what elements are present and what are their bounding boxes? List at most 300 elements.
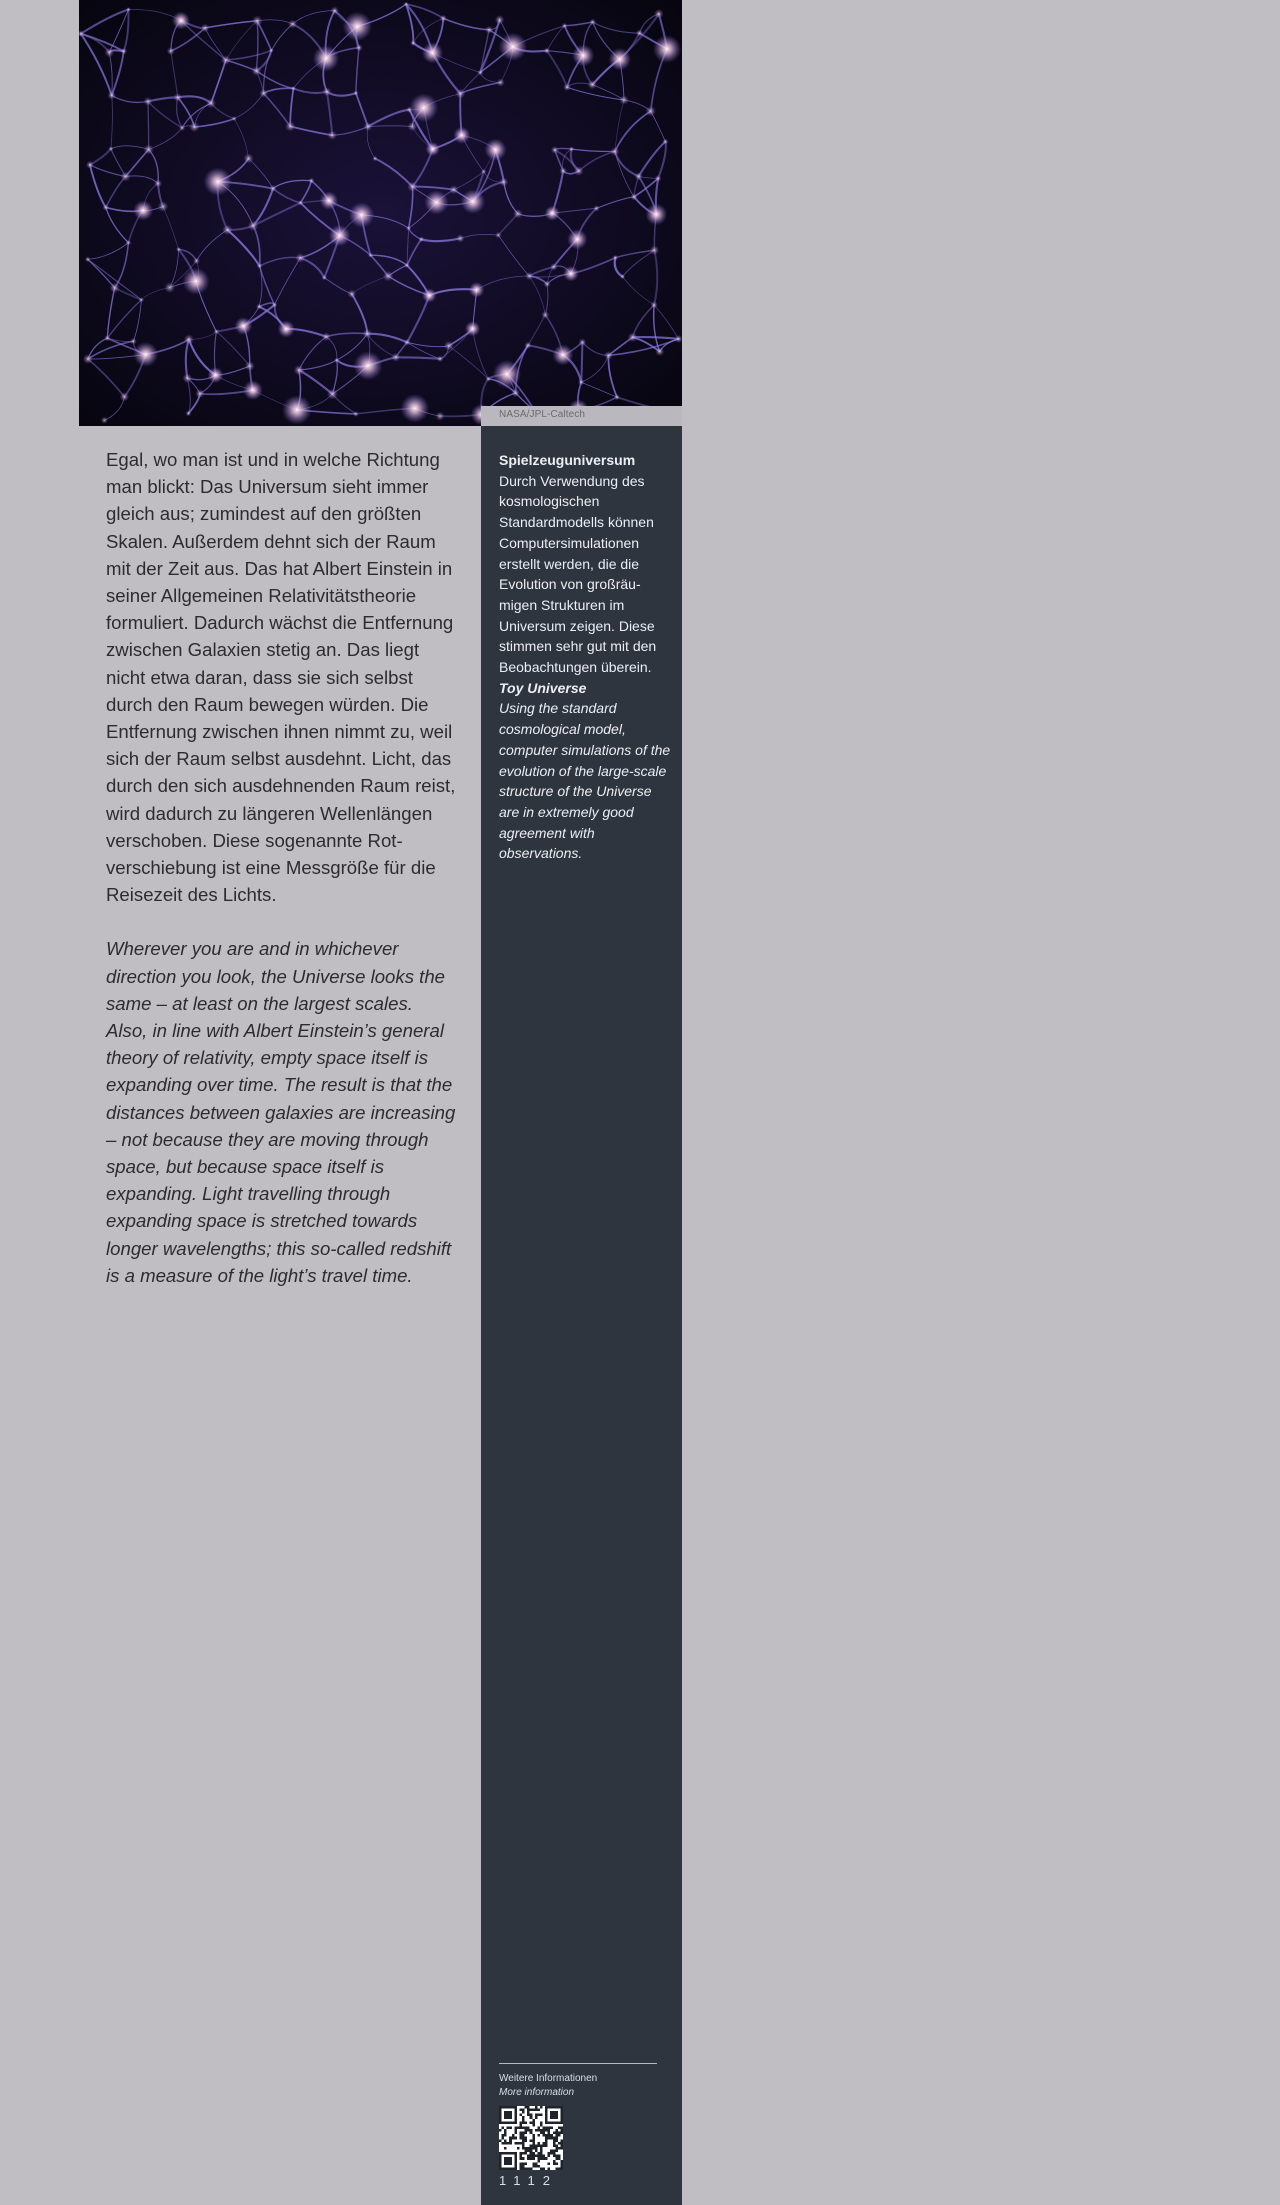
qr-module <box>545 2116 548 2119</box>
qr-module <box>525 2139 528 2142</box>
qr-module <box>522 2147 525 2150</box>
galaxy-cluster <box>572 44 594 66</box>
divider <box>499 2063 657 2064</box>
qr-module <box>504 2129 507 2132</box>
galaxy-cluster <box>655 347 664 356</box>
qr-code-icon[interactable] <box>499 2106 563 2170</box>
galaxy-cluster <box>563 84 571 92</box>
qr-module <box>545 2134 548 2137</box>
galaxy-cluster <box>406 226 411 231</box>
galaxy-cluster <box>109 283 119 293</box>
galaxy-cluster <box>513 209 523 219</box>
qr-module <box>537 2165 540 2168</box>
galaxy-cluster <box>589 19 596 26</box>
galaxy-cluster <box>167 47 175 55</box>
qr-module <box>553 2150 556 2153</box>
galaxy-cluster <box>453 127 470 144</box>
galaxy-cluster <box>550 263 558 271</box>
galaxy-cluster <box>195 389 204 398</box>
galaxy-cluster <box>604 351 613 360</box>
qr-module <box>560 2121 563 2124</box>
qr-module <box>545 2139 548 2142</box>
galaxy-cluster <box>294 365 305 376</box>
qr-module <box>537 2134 540 2137</box>
qr-module <box>499 2111 502 2114</box>
galaxy-cluster <box>328 131 337 140</box>
qr-module <box>514 2157 517 2160</box>
galaxy-cluster <box>272 302 278 308</box>
qr-module <box>558 2157 561 2160</box>
qr-module <box>550 2114 553 2117</box>
qr-module <box>532 2121 535 2124</box>
more-info-label-german: Weitere Informationen <box>499 2073 598 2084</box>
qr-module <box>514 2152 517 2155</box>
qr-module <box>512 2137 515 2140</box>
qr-module <box>527 2150 530 2153</box>
galaxy-cluster <box>108 146 113 151</box>
qr-module <box>535 2106 538 2109</box>
qr-module <box>522 2119 525 2122</box>
qr-module <box>522 2165 525 2168</box>
qr-module <box>545 2114 548 2117</box>
qr-module <box>504 2114 507 2117</box>
galaxy-cluster <box>144 97 153 106</box>
qr-module <box>540 2167 543 2170</box>
galaxy-cluster <box>214 329 220 335</box>
qr-module <box>553 2152 556 2155</box>
qr-module <box>555 2129 558 2132</box>
galaxy-cluster <box>206 98 216 108</box>
qr-module <box>560 2142 563 2145</box>
qr-module <box>545 2144 548 2147</box>
galaxy-cluster <box>193 258 200 265</box>
qr-module <box>550 2116 553 2119</box>
qr-module <box>558 2121 561 2124</box>
galaxy-cluster <box>252 66 262 76</box>
qr-module <box>502 2142 505 2145</box>
qr-module <box>560 2126 563 2129</box>
galaxy-cluster <box>569 146 575 152</box>
galaxy-cluster <box>329 225 351 247</box>
sidebar-text-german: Durch Verwendung des kosmologischen Standardmodells können Computersimulationen erstellt werden, die die Evolution von großräumigen Strukturen im Universum zeigen. Diese stimmen sehr gut mit den Beobachtungen überein. <box>499 472 657 676</box>
qr-module <box>519 2162 522 2165</box>
qr-module <box>499 2157 502 2160</box>
galaxy-cluster <box>354 351 383 380</box>
qr-module <box>545 2111 548 2114</box>
qr-module <box>535 2129 538 2132</box>
qr-module <box>548 2106 551 2109</box>
galaxy-cluster <box>612 255 618 261</box>
qr-module <box>537 2155 540 2158</box>
qr-module <box>507 2142 510 2145</box>
qr-module <box>550 2134 553 2137</box>
qr-module <box>514 2160 517 2163</box>
galaxy-cluster <box>172 12 190 30</box>
qr-module <box>509 2162 512 2165</box>
qr-module <box>545 2157 548 2160</box>
qr-module <box>504 2106 507 2109</box>
galaxy-cluster <box>139 297 144 302</box>
qr-module <box>532 2155 535 2158</box>
qr-module <box>558 2147 561 2150</box>
qr-module <box>530 2121 533 2124</box>
qr-module <box>555 2167 558 2170</box>
galaxy-cluster <box>477 69 483 75</box>
qr-module <box>532 2109 535 2112</box>
qr-module <box>535 2155 538 2158</box>
more-info-label-english: More information <box>499 2087 575 2098</box>
qr-module <box>502 2106 505 2109</box>
qr-module <box>560 2139 563 2142</box>
galaxy-cluster <box>578 379 585 386</box>
qr-module <box>530 2132 533 2135</box>
qr-module <box>504 2157 507 2160</box>
galaxy-cluster <box>662 139 668 145</box>
galaxy-cluster <box>327 389 338 400</box>
galaxy-cluster <box>133 342 158 367</box>
qr-module <box>514 2165 517 2168</box>
galaxy-cluster <box>400 394 429 423</box>
galaxy-cluster <box>650 245 660 255</box>
qr-module <box>537 2144 540 2147</box>
qr-module <box>507 2111 510 2114</box>
qr-module <box>514 2132 517 2135</box>
qr-module <box>499 2152 502 2155</box>
qr-module <box>509 2139 512 2142</box>
galaxy-cluster <box>104 48 114 58</box>
galaxy-cluster <box>331 6 339 14</box>
qr-module <box>504 2139 507 2142</box>
qr-module <box>553 2137 556 2140</box>
qr-module <box>519 2126 522 2129</box>
main-text-block <box>106 446 458 1289</box>
qr-module <box>519 2124 522 2127</box>
qr-module <box>525 2132 528 2135</box>
qr-module <box>560 2116 563 2119</box>
galaxy-cluster <box>179 125 185 131</box>
galaxy-cluster <box>158 201 169 212</box>
galaxy-cluster <box>257 263 263 269</box>
qr-module <box>504 2160 507 2163</box>
qr-module <box>540 2132 543 2135</box>
qr-module <box>502 2134 505 2137</box>
galaxy-cluster <box>126 7 131 12</box>
galaxy-cluster <box>408 122 418 132</box>
qr-module <box>532 2165 535 2168</box>
qr-module <box>555 2150 558 2153</box>
qr-module <box>535 2165 538 2168</box>
galaxy-cluster <box>298 200 304 206</box>
qr-module <box>543 2132 546 2135</box>
qr-module <box>550 2150 553 2153</box>
galaxy-cluster <box>222 225 233 236</box>
qr-module <box>512 2121 515 2124</box>
qr-module <box>514 2121 517 2124</box>
qr-module <box>525 2167 528 2170</box>
qr-module <box>532 2144 535 2147</box>
qr-module <box>522 2116 525 2119</box>
exhibit-code: 1112 <box>499 2173 558 2188</box>
qr-module <box>507 2116 510 2119</box>
galaxy-cluster <box>424 190 448 214</box>
qr-module <box>509 2106 512 2109</box>
qr-module <box>548 2129 551 2132</box>
galaxy-cluster <box>185 410 191 416</box>
qr-module <box>555 2162 558 2165</box>
qr-module <box>543 2129 546 2132</box>
qr-module <box>499 2106 502 2109</box>
qr-module <box>537 2114 540 2117</box>
qr-module <box>502 2152 505 2155</box>
qr-module <box>522 2157 525 2160</box>
qr-module <box>504 2162 507 2165</box>
qr-module <box>519 2132 522 2135</box>
galaxy-cluster <box>620 274 625 279</box>
qr-module <box>499 2116 502 2119</box>
qr-module <box>527 2111 530 2114</box>
qr-module <box>514 2129 517 2132</box>
qr-module <box>540 2155 543 2158</box>
galaxy-cluster <box>426 142 440 156</box>
galaxy-cluster <box>495 15 505 25</box>
galaxy-cluster <box>493 360 521 388</box>
qr-module <box>509 2142 512 2145</box>
qr-module <box>555 2157 558 2160</box>
qr-module <box>553 2162 556 2165</box>
galaxy-cluster <box>469 282 485 298</box>
qr-module <box>499 2165 502 2168</box>
galaxy-cluster <box>614 394 620 400</box>
qr-module <box>499 2155 502 2158</box>
qr-module <box>555 2134 558 2137</box>
cosmic-web-image <box>79 0 682 426</box>
galaxy-cluster <box>574 166 584 176</box>
qr-module <box>527 2155 530 2158</box>
qr-module <box>545 2119 548 2122</box>
qr-module <box>514 2114 517 2117</box>
galaxy-cluster <box>201 24 210 33</box>
qr-module <box>499 2119 502 2122</box>
qr-module <box>560 2165 563 2168</box>
qr-module <box>525 2137 528 2140</box>
qr-module <box>555 2106 558 2109</box>
qr-module <box>550 2152 553 2155</box>
qr-module <box>525 2162 528 2165</box>
galaxy-cluster <box>125 240 131 246</box>
galaxy-cluster <box>544 281 551 288</box>
qr-module <box>560 2160 563 2163</box>
qr-module <box>558 2106 561 2109</box>
qr-module <box>522 2152 525 2155</box>
qr-module <box>548 2162 551 2165</box>
galaxy-cluster <box>208 367 224 383</box>
qr-module <box>553 2116 556 2119</box>
qr-module <box>525 2129 528 2132</box>
qr-module <box>499 2139 502 2142</box>
galaxy-cluster <box>449 185 458 194</box>
galaxy-cluster <box>437 355 444 362</box>
qr-module <box>530 2147 533 2150</box>
galaxy-cluster <box>363 329 372 338</box>
qr-module <box>560 2119 563 2122</box>
galaxy-cluster <box>444 341 454 351</box>
qr-module <box>519 2152 522 2155</box>
galaxy-cluster <box>525 272 533 280</box>
galaxy-cluster <box>278 320 295 337</box>
qr-module <box>514 2142 517 2145</box>
qr-module <box>560 2114 563 2117</box>
qr-module <box>560 2106 563 2109</box>
qr-module <box>535 2147 538 2150</box>
qr-module <box>540 2129 543 2132</box>
galaxy-cluster <box>484 139 506 161</box>
qr-module <box>555 2155 558 2158</box>
qr-module <box>502 2121 505 2124</box>
qr-module <box>509 2114 512 2117</box>
galaxy-cluster <box>497 78 505 86</box>
galaxy-cluster <box>83 354 93 364</box>
galaxy-cluster <box>619 95 629 105</box>
galaxy-cluster <box>609 48 632 71</box>
galaxy-cluster <box>235 317 253 335</box>
galaxy-cluster <box>364 122 373 131</box>
qr-module <box>555 2116 558 2119</box>
galaxy-cluster <box>204 167 232 195</box>
qr-module <box>550 2126 553 2129</box>
qr-module <box>522 2137 525 2140</box>
galaxy-cluster <box>353 411 359 417</box>
qr-module <box>553 2142 556 2145</box>
galaxy-cluster <box>133 200 153 220</box>
galaxy-cluster <box>422 288 436 302</box>
qr-module <box>519 2165 522 2168</box>
qr-module <box>514 2137 517 2140</box>
qr-module <box>555 2121 558 2124</box>
qr-module <box>525 2126 528 2129</box>
galaxy-cluster <box>85 256 91 262</box>
galaxy-cluster <box>295 253 305 263</box>
qr-module <box>522 2132 525 2135</box>
qr-module <box>512 2106 515 2109</box>
qr-module <box>514 2106 517 2109</box>
qr-module <box>507 2162 510 2165</box>
galaxy-cluster <box>636 29 644 37</box>
galaxy-cluster <box>121 171 131 181</box>
qr-module <box>517 2147 520 2150</box>
galaxy-cluster <box>143 144 153 154</box>
qr-module <box>550 2106 553 2109</box>
qr-module <box>553 2160 556 2163</box>
qr-module <box>540 2106 543 2109</box>
qr-module <box>532 2152 535 2155</box>
qr-module <box>527 2114 530 2117</box>
qr-module <box>532 2137 535 2140</box>
qr-module <box>545 2137 548 2140</box>
galaxy-cluster <box>435 412 444 421</box>
qr-module <box>545 2106 548 2109</box>
qr-module <box>504 2134 507 2137</box>
qr-module <box>522 2111 525 2114</box>
galaxy-cluster <box>499 33 527 61</box>
qr-module <box>537 2109 540 2112</box>
qr-module <box>530 2144 533 2147</box>
galaxy-cluster <box>182 268 209 295</box>
qr-module <box>527 2129 530 2132</box>
galaxy-cluster <box>245 361 255 371</box>
qr-module <box>543 2155 546 2158</box>
sidebar-title-german: Spielzeuguniversum <box>499 452 636 468</box>
galaxy-cluster <box>288 20 297 29</box>
qr-module <box>535 2114 538 2117</box>
qr-module <box>522 2109 525 2112</box>
qr-module <box>560 2162 563 2165</box>
galaxy-cluster <box>259 89 268 98</box>
galaxy-cluster <box>308 178 314 184</box>
qr-module <box>502 2126 505 2129</box>
image-credit: NASA/JPL-Caltech <box>499 409 586 420</box>
galaxy-cluster <box>456 234 464 242</box>
qr-module <box>504 2121 507 2124</box>
qr-module <box>530 2129 533 2132</box>
qr-module <box>535 2116 538 2119</box>
qr-module <box>514 2119 517 2122</box>
qr-module <box>512 2167 515 2170</box>
galaxy-cluster <box>630 193 637 200</box>
qr-module <box>519 2137 522 2140</box>
galaxy-cluster <box>232 116 237 121</box>
galaxy-cluster <box>495 232 501 238</box>
galaxy-cluster <box>252 15 263 26</box>
galaxy-cluster <box>269 185 276 192</box>
galaxy-cluster <box>562 23 568 29</box>
qr-module <box>519 2121 522 2124</box>
galaxy-cluster <box>485 26 493 34</box>
qr-module <box>558 2142 561 2145</box>
image-credit-bar <box>481 406 682 426</box>
qr-module <box>509 2160 512 2163</box>
galaxy-cluster <box>102 204 109 211</box>
qr-module <box>532 2157 535 2160</box>
qr-module <box>540 2114 543 2117</box>
galaxy-cluster <box>353 90 358 95</box>
qr-module <box>540 2147 543 2150</box>
galaxy-cluster <box>368 253 373 258</box>
galaxy-cluster <box>221 55 231 65</box>
qr-module <box>499 2162 502 2165</box>
galaxy-cluster <box>256 304 262 310</box>
qr-module <box>540 2121 543 2124</box>
qr-module <box>555 2132 558 2135</box>
galaxy-cluster <box>455 89 465 99</box>
galaxy-cluster <box>107 91 116 100</box>
qr-module <box>543 2142 546 2145</box>
qr-module <box>548 2132 551 2135</box>
qr-module <box>507 2160 510 2163</box>
qr-module <box>545 2126 548 2129</box>
qr-module <box>499 2109 502 2112</box>
galaxy-cluster <box>567 229 587 249</box>
qr-module <box>530 2167 533 2170</box>
qr-module <box>507 2121 510 2124</box>
qr-module <box>530 2116 533 2119</box>
galaxy-cluster <box>404 339 411 346</box>
qr-module <box>504 2116 507 2119</box>
qr-module <box>512 2152 515 2155</box>
qr-module <box>537 2160 540 2163</box>
galaxy-cluster <box>610 147 619 156</box>
qr-module <box>512 2134 515 2137</box>
galaxy-cluster <box>383 271 394 282</box>
